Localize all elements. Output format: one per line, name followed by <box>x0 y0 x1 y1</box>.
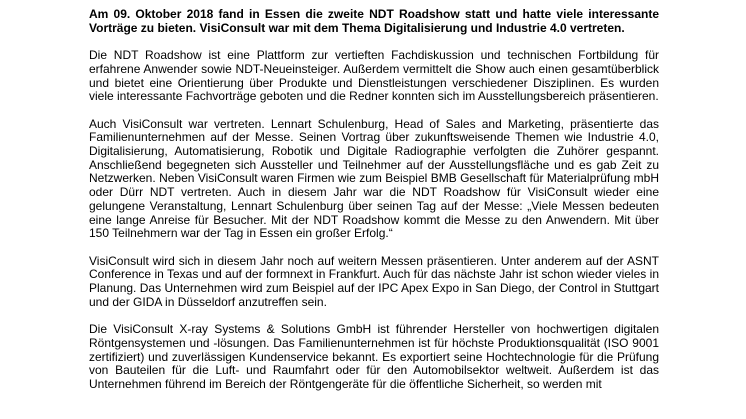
intro-paragraph: Am 09. Oktober 2018 fand in Essen die zweite NDT Roadshow statt und hatte viele interessante Vorträge zu bieten. VisiConsult war mit dem Thema Digitalisierung und Industrie 4.0 vertreten. <box>89 7 659 35</box>
paragraph-visiconsult: Auch VisiConsult war vertreten. Lennart Schulenburg, Head of Sales and Marketing, präsentierte das Familienunternehmen auf der Messe. Seinen Vortrag über zukunftsweisende Themen wie Industrie 4.0, Digitalisierung, Automatisierung, Robotik und Digitale Radiographie verfolgten die Zuhörer gespannt. Anschließend begegneten sich Aussteller und Teilnehmer auf der Ausstellungsfläche und es gab Zeit zu Netzwerken. Neben VisiConsult waren Firmen wie zum Beispiel BMB Gesellschaft für Materialprüfung mbH oder Dürr NDT vertreten. Auch in diesem Jahr war die NDT Roadshow für VisiConsult wieder eine gelungene Veranstaltung, Lennart Schulenburg über seinen Tag auf der Messe: „Viele Messen bedeuten eine lange Anreise für Besucher. Mit der NDT Roadshow kommt die Messe zu den Anwendern. Mit über 150 Teilnehmern war der Tag in Essen ein großer Erfolg.“ <box>89 116 659 241</box>
paragraph-company: Die VisiConsult X-ray Systems & Solutions GmbH ist führender Hersteller von hochwertigen digitalen Röntgensystemen und -lösungen. Das Familienunternehmen ist für höchste Produktionsqualität (ISO 9001 zertifiziert) und zuverlässigen Kundenservice bekannt. Es exportiert seine Hochtechnologie für die Prüfung von Bauteilen für die Luft- und Raumfahrt oder für den Automobilsektor weltweit. Außerdem ist das Unternehmen führend im Bereich der Röntgengeräte für die öffentliche Sicherheit, so werden mit <box>89 322 659 391</box>
paragraph-roadshow: Die NDT Roadshow ist eine Plattform zur vertieften Fachdiskussion und technischen Fortbildung für erfahrene Anwender sowie NDT-Neueinsteiger. Außerdem vermittelt die Show auch einen gesamtüberblick und bietet eine Orientierung über Produkte und Dienstleistungen verschiedener Disziplinen. Es wurden viele interessante Fachvorträge geboten und die Redner konnten sich im Ausstellungsbereich präsentieren. <box>89 48 659 104</box>
press-release <box>89 8 659 405</box>
paragraph-messen: VisiConsult wird sich in diesem Jahr noch auf weitern Messen präsentieren. Unter anderem auf der ASNT Conference in Texas und auf der formnext in Frankfurt. Auch für das nächste Jahr ist schon wieder vieles in Planung. Das Unternehmen wird zum Beispiel auf der IPC Apex Expo in San Diego, der Control in Stuttgart und der GIDA in Düsseldorf anzutreffen sein. <box>89 253 659 309</box>
